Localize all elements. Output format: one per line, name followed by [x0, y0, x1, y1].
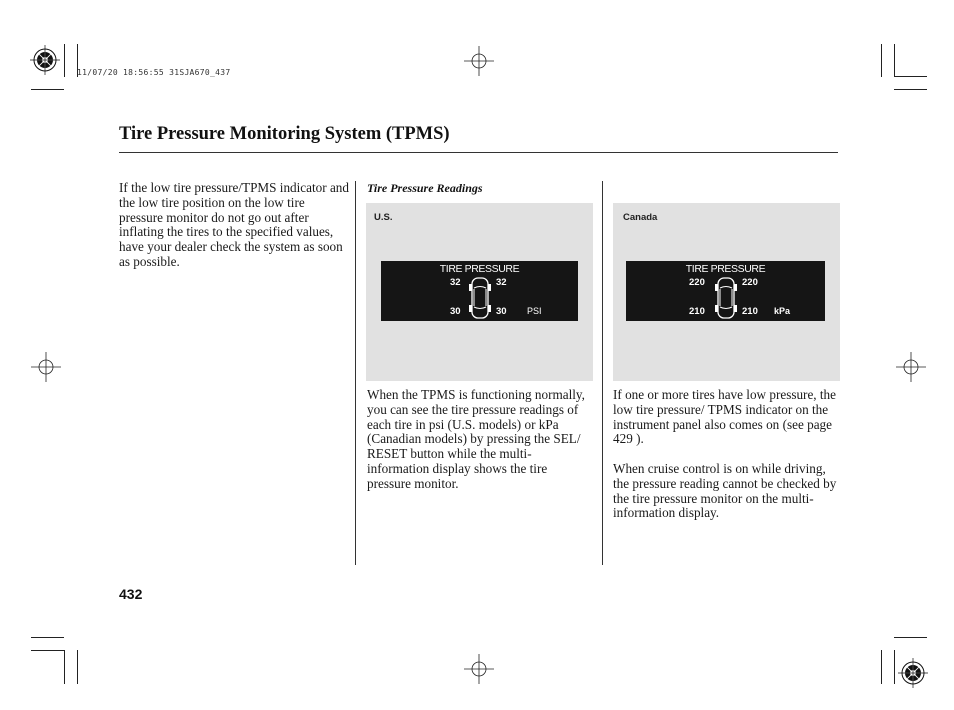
- print-stamp: 11/07/20 18:56:55 31SJA670_437: [77, 68, 231, 77]
- middle-paragraph: When the TPMS is functioning normally, you can see the tire pressure readings of each tire in psi (U.S. models) or kPa (Canadian models) by pressing the SEL/ RESET button while the multi-information display shows the tire pressure monitor.: [367, 387, 585, 491]
- us-unit: PSI: [527, 306, 542, 316]
- us-front-right-value: 32: [496, 277, 507, 288]
- figure-caption: Tire Pressure Readings: [367, 181, 483, 195]
- us-rear-right-value: 30: [496, 306, 507, 317]
- us-panel-label: U.S.: [374, 212, 393, 223]
- column-divider-right: [602, 181, 603, 565]
- us-rear-left-value: 30: [450, 306, 461, 317]
- canada-rear-left-value: 210: [689, 306, 705, 317]
- crosshair-right-icon: [896, 352, 926, 382]
- title-rule: [119, 152, 838, 153]
- left-paragraph: If the low tire pressure/TPMS indicator and the low tire position on the low tire pressure monitor do not go out after inflating the tires to the specified values, have your dealer check the system as soon as possible.: [119, 180, 349, 269]
- crosshair-top-center-icon: [464, 46, 494, 76]
- column-divider-left: [355, 181, 356, 565]
- crosshair-left-icon: [31, 352, 61, 382]
- right-paragraph-2: When cruise control is on while driving, the pressure reading cannot be checked by the tire pressure monitor on the multi-information display.: [613, 460, 837, 521]
- registration-target-bottom-right-icon: [898, 658, 928, 688]
- canada-front-right-value: 220: [742, 277, 758, 288]
- canada-panel-label: Canada: [623, 212, 658, 223]
- canada-unit: kPa: [774, 306, 791, 316]
- right-column: [613, 388, 841, 536]
- us-front-left-value: 32: [450, 277, 461, 288]
- car-outline-icon: [715, 276, 737, 320]
- right-paragraph-1: If one or more tires have low pressure, the low tire pressure/ TPMS indicator on the instrument panel also comes on (see page 429 ).: [613, 387, 837, 447]
- page-number: 432: [119, 586, 143, 602]
- page-title: Tire Pressure Monitoring System (TPMS): [119, 124, 450, 144]
- canada-front-left-value: 220: [689, 277, 705, 288]
- middle-column: [367, 388, 593, 506]
- canada-display-title: TIRE PRESSURE: [685, 263, 766, 275]
- canada-rear-right-value: 210: [742, 306, 758, 317]
- us-display-title: TIRE PRESSURE: [439, 263, 520, 275]
- us-display-panel: [366, 203, 593, 381]
- car-outline-icon: [469, 276, 491, 320]
- us-tire-pressure-display: [381, 261, 578, 321]
- registration-target-top-left-icon: [30, 45, 60, 75]
- canada-tire-pressure-display: [626, 261, 825, 321]
- crosshair-bottom-center-icon: [464, 654, 494, 684]
- canada-display-panel: [613, 203, 840, 381]
- left-column: [119, 181, 351, 285]
